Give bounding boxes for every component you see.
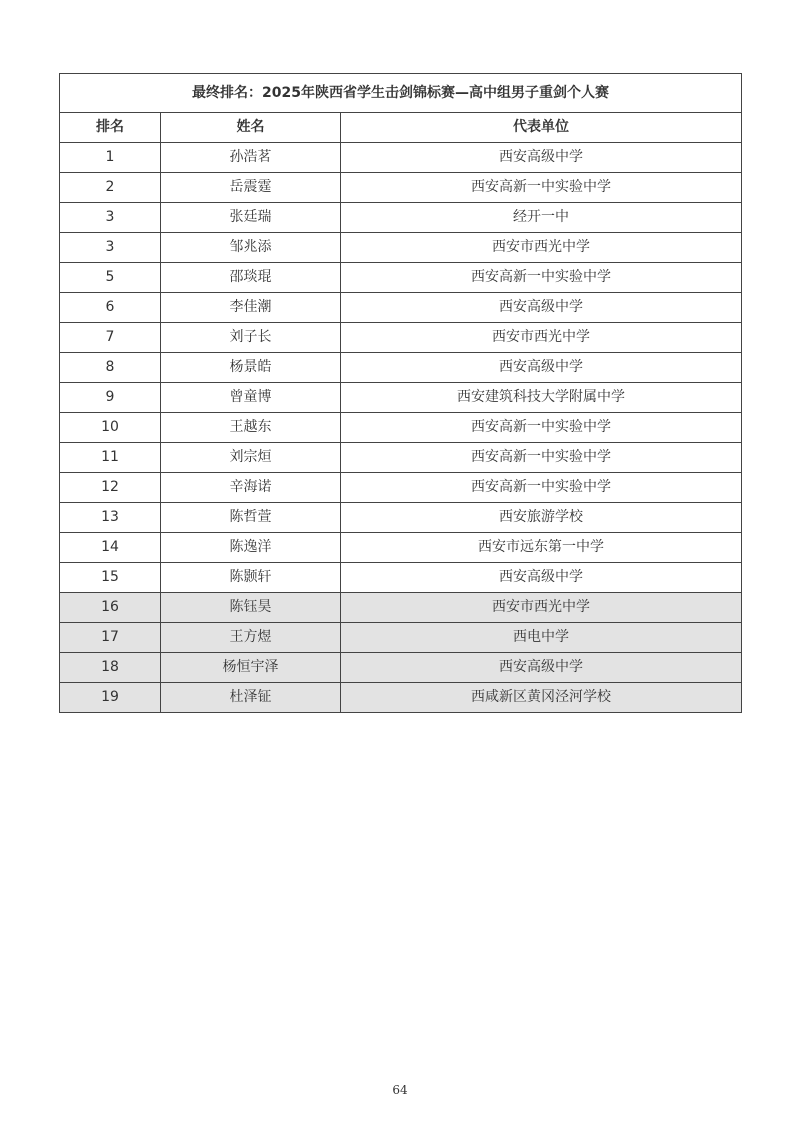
name-cell: 辛海诺 (161, 473, 341, 503)
rank-cell: 9 (60, 383, 161, 413)
unit-cell: 西安建筑科技大学附属中学 (341, 383, 742, 413)
rank-cell: 13 (60, 503, 161, 533)
table-row (60, 263, 742, 293)
name-cell: 孙浩茗 (161, 143, 341, 173)
table-row (60, 353, 742, 383)
table-row (60, 383, 742, 413)
rank-cell: 10 (60, 413, 161, 443)
rank-cell: 12 (60, 473, 161, 503)
rank-cell: 8 (60, 353, 161, 383)
unit-cell: 西安高新一中实验中学 (341, 473, 742, 503)
unit-cell: 西咸新区黄冈泾河学校 (341, 683, 742, 713)
name-cell: 杨恒宇泽 (161, 653, 341, 683)
name-cell: 杨景皓 (161, 353, 341, 383)
table-body (60, 143, 742, 713)
table-row (60, 413, 742, 443)
unit-cell: 西安高级中学 (341, 563, 742, 593)
ranking-table (59, 73, 742, 713)
rank-cell: 3 (60, 203, 161, 233)
name-cell: 陈哲萱 (161, 503, 341, 533)
name-cell: 岳震霆 (161, 173, 341, 203)
table-row (60, 473, 742, 503)
unit-cell: 西安高新一中实验中学 (341, 263, 742, 293)
name-cell: 陈逸洋 (161, 533, 341, 563)
table-row (60, 203, 742, 233)
name-cell: 王方煜 (161, 623, 341, 653)
unit-cell: 西安市远东第一中学 (341, 533, 742, 563)
header-unit: 代表单位 (341, 113, 742, 143)
name-cell: 刘宗烜 (161, 443, 341, 473)
table-row (60, 623, 742, 653)
name-cell: 刘子长 (161, 323, 341, 353)
name-cell: 王越东 (161, 413, 341, 443)
rank-cell: 18 (60, 653, 161, 683)
table-row (60, 143, 742, 173)
name-cell: 杜泽钲 (161, 683, 341, 713)
rank-cell: 6 (60, 293, 161, 323)
table-row (60, 593, 742, 623)
rank-cell: 15 (60, 563, 161, 593)
header-rank: 排名 (60, 113, 161, 143)
unit-cell: 经开一中 (341, 203, 742, 233)
rank-cell: 3 (60, 233, 161, 263)
rank-cell: 14 (60, 533, 161, 563)
table-row (60, 173, 742, 203)
name-cell: 李佳潮 (161, 293, 341, 323)
rank-cell: 2 (60, 173, 161, 203)
rank-cell: 5 (60, 263, 161, 293)
name-cell: 陈钰昊 (161, 593, 341, 623)
name-cell: 张廷瑞 (161, 203, 341, 233)
table-row (60, 293, 742, 323)
name-cell: 邹兆添 (161, 233, 341, 263)
unit-cell: 西电中学 (341, 623, 742, 653)
rank-cell: 1 (60, 143, 161, 173)
rank-cell: 16 (60, 593, 161, 623)
rank-cell: 19 (60, 683, 161, 713)
unit-cell: 西安高新一中实验中学 (341, 413, 742, 443)
table-row (60, 563, 742, 593)
unit-cell: 西安市西光中学 (341, 233, 742, 263)
table-row (60, 233, 742, 263)
rank-cell: 7 (60, 323, 161, 353)
table-row (60, 503, 742, 533)
table-row (60, 443, 742, 473)
unit-cell: 西安旅游学校 (341, 503, 742, 533)
unit-cell: 西安高新一中实验中学 (341, 443, 742, 473)
unit-cell: 西安高级中学 (341, 293, 742, 323)
page-number: 64 (392, 1083, 408, 1097)
title-row (60, 74, 742, 113)
unit-cell: 西安市西光中学 (341, 323, 742, 353)
rank-cell: 17 (60, 623, 161, 653)
header-name: 姓名 (161, 113, 341, 143)
name-cell: 曾童博 (161, 383, 341, 413)
table-row (60, 533, 742, 563)
unit-cell: 西安高级中学 (341, 353, 742, 383)
table-row (60, 653, 742, 683)
table-title: 最终排名：2025年陕西省学生击剑锦标赛—高中组男子重剑个人赛 (60, 74, 742, 113)
unit-cell: 西安高新一中实验中学 (341, 173, 742, 203)
unit-cell: 西安高级中学 (341, 143, 742, 173)
table-row (60, 683, 742, 713)
header-row (60, 113, 742, 143)
unit-cell: 西安市西光中学 (341, 593, 742, 623)
table-row (60, 323, 742, 353)
rank-cell: 11 (60, 443, 161, 473)
unit-cell: 西安高级中学 (341, 653, 742, 683)
name-cell: 邵琰琨 (161, 263, 341, 293)
name-cell: 陈颢轩 (161, 563, 341, 593)
